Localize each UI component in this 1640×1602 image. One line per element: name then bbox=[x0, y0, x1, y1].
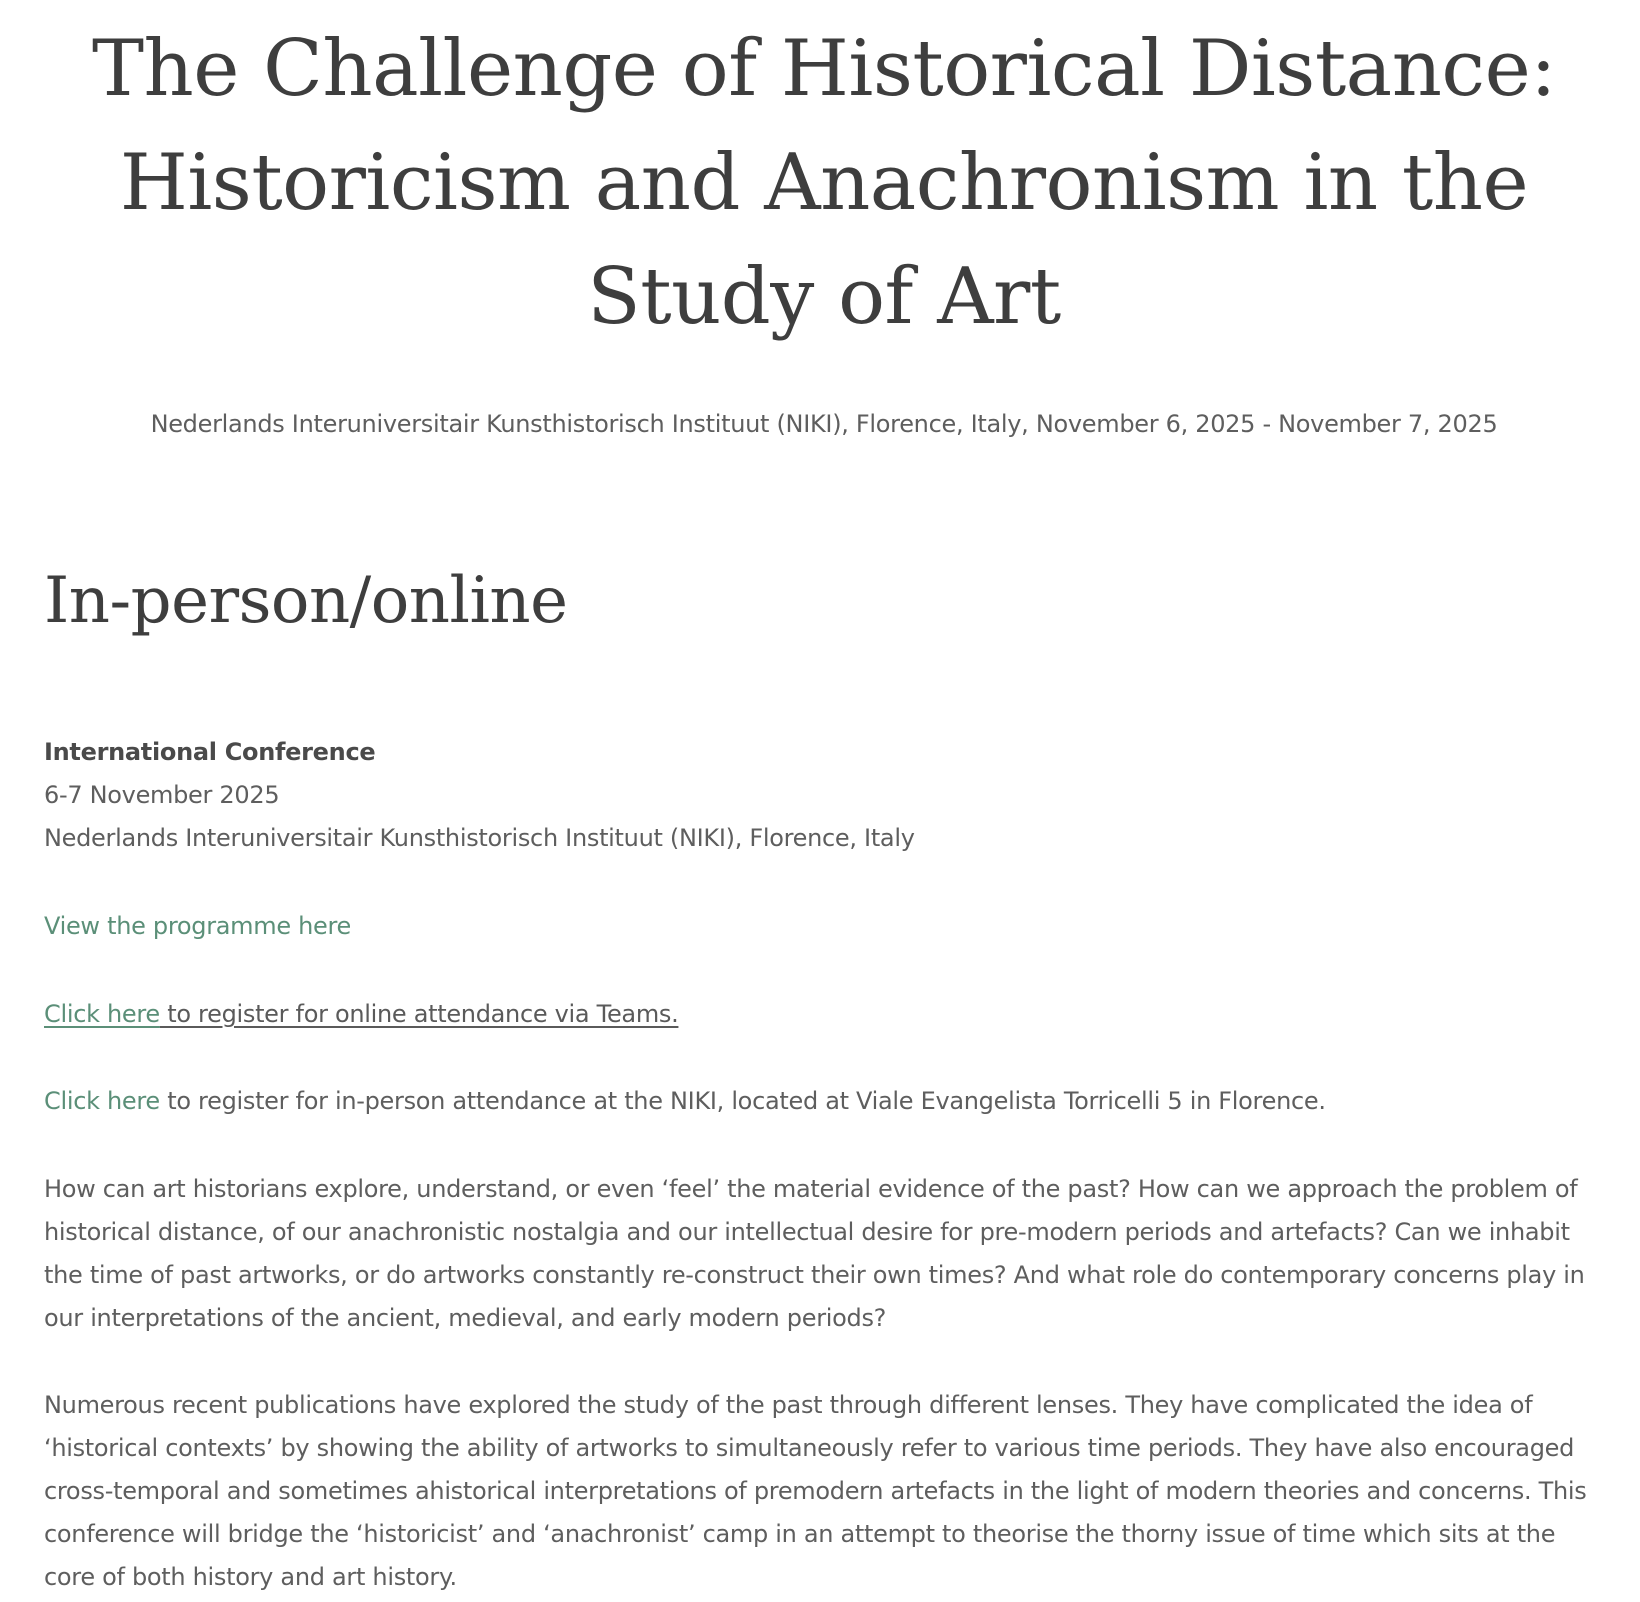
attendance-mode-heading: In-person/online bbox=[44, 564, 568, 638]
programme-row bbox=[44, 905, 1604, 948]
intro-paragraph: How can art historians explore, understand, or even ‘feel’ the material evidence of the past? How can we approach the problem of historical distance, of our anachronistic nostalgia and our intellectual desire for pre-modern periods and artefacts? Can we inhabit the time of past artworks, or do artworks constantly re-construct their own times? And what role do contemporary concerns play in our interpretations of the ancient, medieval, and early modern periods? bbox=[44, 1175, 1585, 1332]
event-info bbox=[44, 731, 1604, 860]
programme-link[interactable]: View the programme here bbox=[44, 912, 351, 940]
event-venue: Nederlands Interuniversitair Kunsthistorisch Instituut (NIKI), Florence, Italy bbox=[44, 824, 915, 852]
event-kind: International Conference bbox=[44, 738, 376, 766]
page-title: The Challenge of Historical Distance: Historicism and Anachronism in the Study of Art bbox=[91, 24, 1557, 342]
online-registration-row bbox=[44, 993, 1604, 1036]
event-dates: 6-7 November 2025 bbox=[44, 781, 280, 809]
online-register-text-link[interactable]: to register for online attendance via Teams. bbox=[159, 1000, 679, 1028]
inperson-register-text: to register for in-person attendance at the NIKI, located at Viale Evangelista Torricelli 5 in Florence. bbox=[159, 1087, 1326, 1115]
context-paragraph: Numerous recent publications have explored the study of the past through different lenses. They have complicated the idea of ‘historical contexts’ by showing the ability of artworks to simultaneously refer to various time periods. They have also encouraged cross-temporal and sometimes ahistorical interpretations of premodern artefacts in the light of modern theories and concerns. This conference will bridge the ‘historicist’ and ‘anachronist’ camp in an attempt to theorise the thorny issue of time which sits at the core of both history and art history. bbox=[44, 1391, 1587, 1591]
online-register-link[interactable]: Click here bbox=[44, 1000, 160, 1028]
event-subtitle: Nederlands Interuniversitair Kunsthistorisch Instituut (NIKI), Florence, Italy, November 6, 2025 - November 7, 2025 bbox=[150, 410, 1498, 438]
inperson-registration-row bbox=[44, 1080, 1604, 1123]
inperson-register-link[interactable]: Click here bbox=[44, 1087, 160, 1115]
